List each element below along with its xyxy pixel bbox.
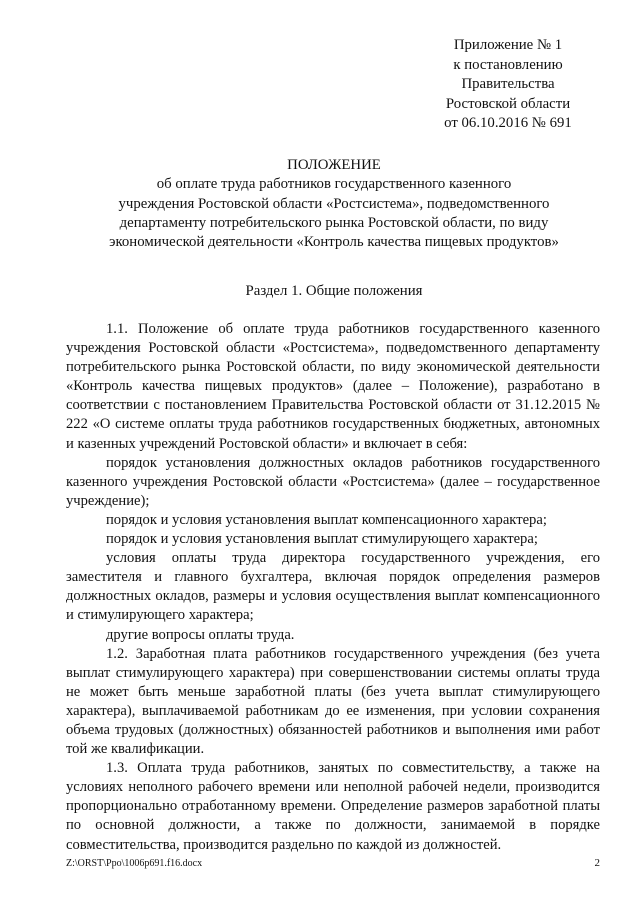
list-item-compensation: порядок и условия установления выплат компенсационного характера; [106,511,547,528]
paragraph-1-2: 1.2. Заработная плата работников государственного учреждения (без учета выплат стимулирующего характера) при совершенствовании системы оплаты труда не может быть меньше заработной платы (без учета выплат стимулирующего характера), выплачиваемой работникам до ее изменения, при условии сохранения объема трудовых (должностных) обязанностей работников и выполнения ими работ той же квалификации. [66,645,600,758]
appendix-line: к постановлению [453,56,563,73]
page-number: 2 [594,857,600,869]
title-line: учреждения Ростовской области «Ростсистема», подведомственного [118,195,550,212]
appendix-line: Ростовской области [445,95,571,112]
appendix-line: Правительства [461,76,555,92]
list-item-other: другие вопросы оплаты труда. [106,626,295,643]
paragraph-1-1: 1.1. Положение об оплате труда работников государственного казенного учреждения Ростовской области «Ростсистема», подведомственного департаменту потребительского рынка Ростовской области, по виду экономической деятельности «Контроль качества пищевых продуктов» (далее – Положение), разработано в соответствии с постановлением Правительства Ростовской области от 31.12.2015 № 222 «О системе оплаты труда работников государственных бюджетных, автономных и казенных учреждений Ростовской области» и включает в себя: [66,321,600,452]
list-item-salaries: порядок установления должностных окладов работников государственного казенного учреждения Ростовской области «Ростсистема» (далее – государственное учреждение); [66,454,600,509]
document-title [66,156,602,252]
section-heading: Раздел 1. Общие положения [245,283,423,299]
list-item-director-pay: условия оплаты труда директора государственного учреждения, его заместителя и главного бухгалтера, включая порядок определения размеров должностных окладов, размеры и условия осуществления выплат компенсационного и стимулирующего характера; [66,550,600,624]
footer-file-path: Z:\ORST\Ppo\1006p691.f16.docx [66,858,203,869]
appendix-block [420,36,596,134]
document-body [66,320,600,855]
title-line: экономической деятельности «Контроль качества пищевых продуктов» [109,234,559,251]
list-item-incentive: порядок и условия установления выплат стимулирующего характера; [106,531,538,548]
paragraph-1-3: 1.3. Оплата труда работников, занятых по совместительству, а также на условиях неполного рабочего времени или неполной рабочей недели, производится пропорционально отработанному времени. Определение размеров заработной платы по основной должности, а также по должности, занимаемой в порядке совместительства, производится раздельно по каждой из должностей. [66,760,600,853]
appendix-line: Приложение № 1 [453,37,563,53]
title-line: департаменту потребительского рынка Ростовской области, по виду [119,214,549,231]
title-heading: ПОЛОЖЕНИЕ [287,157,381,173]
appendix-line: от 06.10.2016 № 691 [444,115,572,131]
title-line: об оплате труда работников государственного казенного [156,176,512,193]
